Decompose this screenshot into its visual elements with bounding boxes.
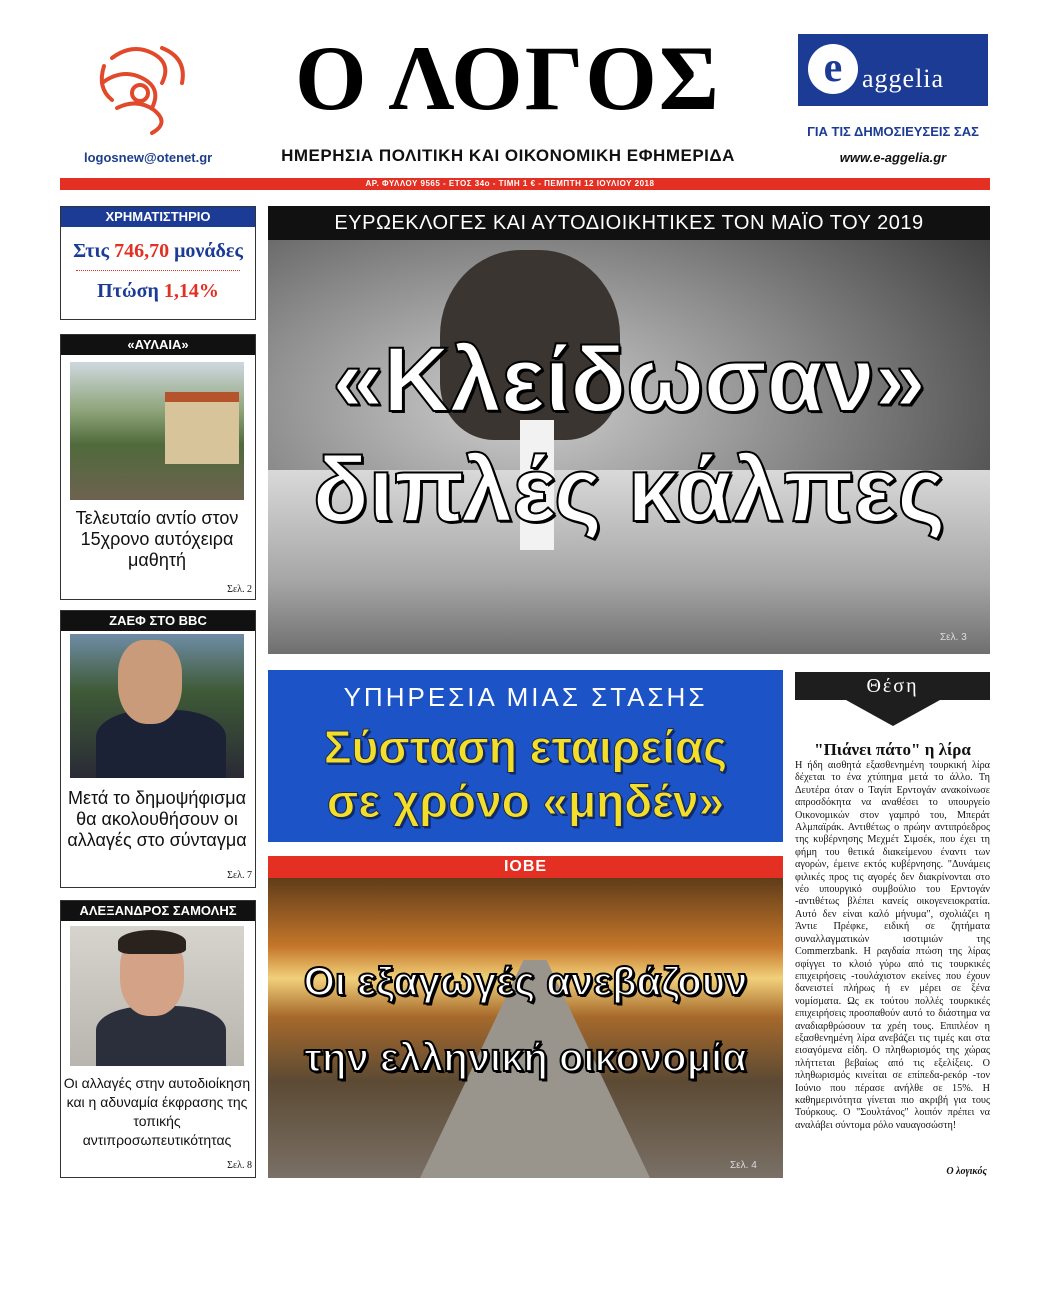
iobe-page-ref: Σελ. 4	[730, 1160, 757, 1171]
iobe-headline-line2[interactable]: την ελληνική οικονομία	[304, 1036, 747, 1080]
logo-emblem-icon	[92, 38, 196, 138]
service-headline-line2[interactable]: σε χρόνο «μηδέν»	[326, 775, 725, 827]
iobe-heading: ΙΟΒΕ	[268, 856, 783, 878]
stock-points	[60, 240, 256, 263]
eaggelia-logo-icon: e	[808, 44, 858, 94]
stock-market-heading: ΧΡΗΜΑΤΙΣΤΗΡΙΟ	[61, 207, 255, 227]
stock-points-prefix: Στις	[73, 240, 115, 262]
stock-divider	[76, 270, 240, 271]
newspaper-subtitle: ΗΜΕΡΗΣΙΑ ΠΟΛΙΤΙΚΗ ΚΑΙ ΟΙΚΟΝΟΜΙΚΗ ΕΦΗΜΕΡΙΔΑ	[281, 146, 735, 165]
bbc-heading: ΖΑΕΦ ΣΤΟ BBC	[61, 611, 255, 631]
service-story-kicker: ΥΠΗΡΕΣΙΑ ΜΙΑΣ ΣΤΑΣΗΣ	[343, 682, 708, 712]
aulaia-caption[interactable]: Τελευταίο αντίο στον 15χρονο αυτόχειρα μαθητή	[75, 508, 239, 570]
aulaia-page-ref: Σελ. 2	[227, 584, 252, 595]
stock-change-value: 1,14%	[163, 280, 219, 302]
main-headline-line2[interactable]: διπλές κάλπες	[312, 439, 946, 541]
aulaia-heading: «ΑΥΛΑΙΑ»	[61, 335, 255, 355]
chapel-image	[165, 392, 239, 464]
samolis-heading: ΑΛΕΞΑΝΔΡΟΣ ΣΑΜΟΛΗΣ	[61, 901, 255, 921]
eaggelia-url[interactable]: www.e-aggelia.gr	[839, 150, 947, 165]
opinion-signature: Ο λογικός	[946, 1166, 987, 1177]
contact-email[interactable]: logosnew@otenet.gr	[84, 150, 213, 165]
stock-change	[60, 280, 256, 303]
stock-points-value: 746,70	[114, 240, 170, 262]
main-headline-line1[interactable]: «Κλείδωσαν»	[332, 329, 926, 431]
opinion-body: Η ήδη αισθητά εξασθενημένη τουρκική λίρα δέχεται το ένα χτύπημα μετά το άλλο. Τη Δευτέρα όταν ο Ταγίπ Ερντογάν ανακοίνωσε απροσδόκητα να αναθέσει το υπουργείο Οικονομικών στον γαμπρό του, Μπεράτ Αλμπαϊράκ. Αντιθέτως ο πρώην αντιπρόεδρος της κυβέρνησης Μεχμέτ Σιμσέκ, που έχει τη φήμη του θετικά διακείμενου έναντι των αγορών, έμεινε εκτός κυβέρνησης. "Δυνάμεις φιλικές προς τις αγορές δεν διακρίνονται στο νέο υπουργικό συμβούλιο του Ερντογάν -αντιθέτως βλέπει κανείς οικογενειοκρατία. Αυτό δεν είναι καλό μήνυμα", σχολιάζει η Άντιε Πρέφκε, ειδική σε ζητήματα συναλλαγματικών ισοτιμιών της Commerzbank. Η ραγδαία πτώση της λίρας σφίγγει το κλοιό γύρω από τις τουρκικές επιχειρήσεις -τουλάχιστον εκείνες που έχουν δανειστεί πλήρως ή εν μέρει σε ξένα νομίσματα. Ως εκ τούτου πολλές τουρκικές επιχειρήσεις προσπαθούν αυτό το διάστημα να αναδιαρθρώσουν τα χρέη τους. Επιπλέον η εξασθενημένη λίρα ανεβάζει τις τιμές και στα εισαγόμενα είδη. Ο πληθωρισμός της χώρας πλήττεται βεβαίως από τις εξελίξεις. Ο πληθωρισμός κινείται σε επίπεδα-ρεκόρ -τον Ιούνιο που πέρασε ανήλθε σε 15%. Η καθημερινότητα γίνεται πιο ακριβή για τους Τούρκους. Ο "Σουλτάνος" λοιπόν πρέπει να αναλάβει σύντομα ρόλο ναυαγοσώστη!	[795, 760, 990, 1131]
samolis-person-hair	[118, 930, 186, 954]
newspaper-title: Ο ΛΟΓΟΣ	[295, 27, 721, 129]
bbc-person-face	[118, 640, 182, 724]
opinion-arrow-icon	[846, 700, 940, 726]
issue-info: ΑΡ. ΦΥΛΛΟΥ 9565 - ΕΤΟΣ 34ο - ΤΙΜΗ 1 € - ΠΕΜΠΤΗ 12 ΙΟΥΛΙΟΥ 2018	[365, 179, 655, 188]
service-headline-line1[interactable]: Σύσταση εταιρείας	[323, 721, 728, 773]
opinion-title[interactable]: "Πιάνει πάτο" η λίρα	[814, 740, 971, 759]
bbc-caption[interactable]: Μετά το δημοψήφισμα θα ακολουθήσουν οι αλλαγές στο σύνταγμα	[67, 788, 247, 850]
samolis-caption[interactable]: Οι αλλαγές στην αυτοδιοίκηση και η αδυναμία έκφρασης της τοπικής αντιπροσωπευτικότητας	[63, 1075, 251, 1148]
eaggelia-tagline: ΓΙΑ ΤΙΣ ΔΗΜΟΣΙΕΥΣΕΙΣ ΣΑΣ	[807, 124, 979, 139]
main-page-ref: Σελ. 3	[940, 632, 967, 643]
stock-change-prefix: Πτώση	[97, 280, 164, 302]
eaggelia-wordmark: aggelia	[862, 64, 945, 93]
bbc-page-ref: Σελ. 7	[227, 870, 252, 881]
samolis-page-ref: Σελ. 8	[227, 1160, 252, 1171]
iobe-headline-line1[interactable]: Οι εξαγωγές ανεβάζουν	[303, 960, 748, 1004]
opinion-heading: Θέση	[795, 672, 990, 700]
main-story-banner: ΕΥΡΩΕΚΛΟΓΕΣ ΚΑΙ ΑΥΤΟΔΙΟΙΚΗΤΙΚΕΣ ΤΟΝ ΜΑΪΟ ΤΟΥ 2019	[268, 206, 990, 240]
stock-points-suffix: μονάδες	[169, 240, 243, 262]
